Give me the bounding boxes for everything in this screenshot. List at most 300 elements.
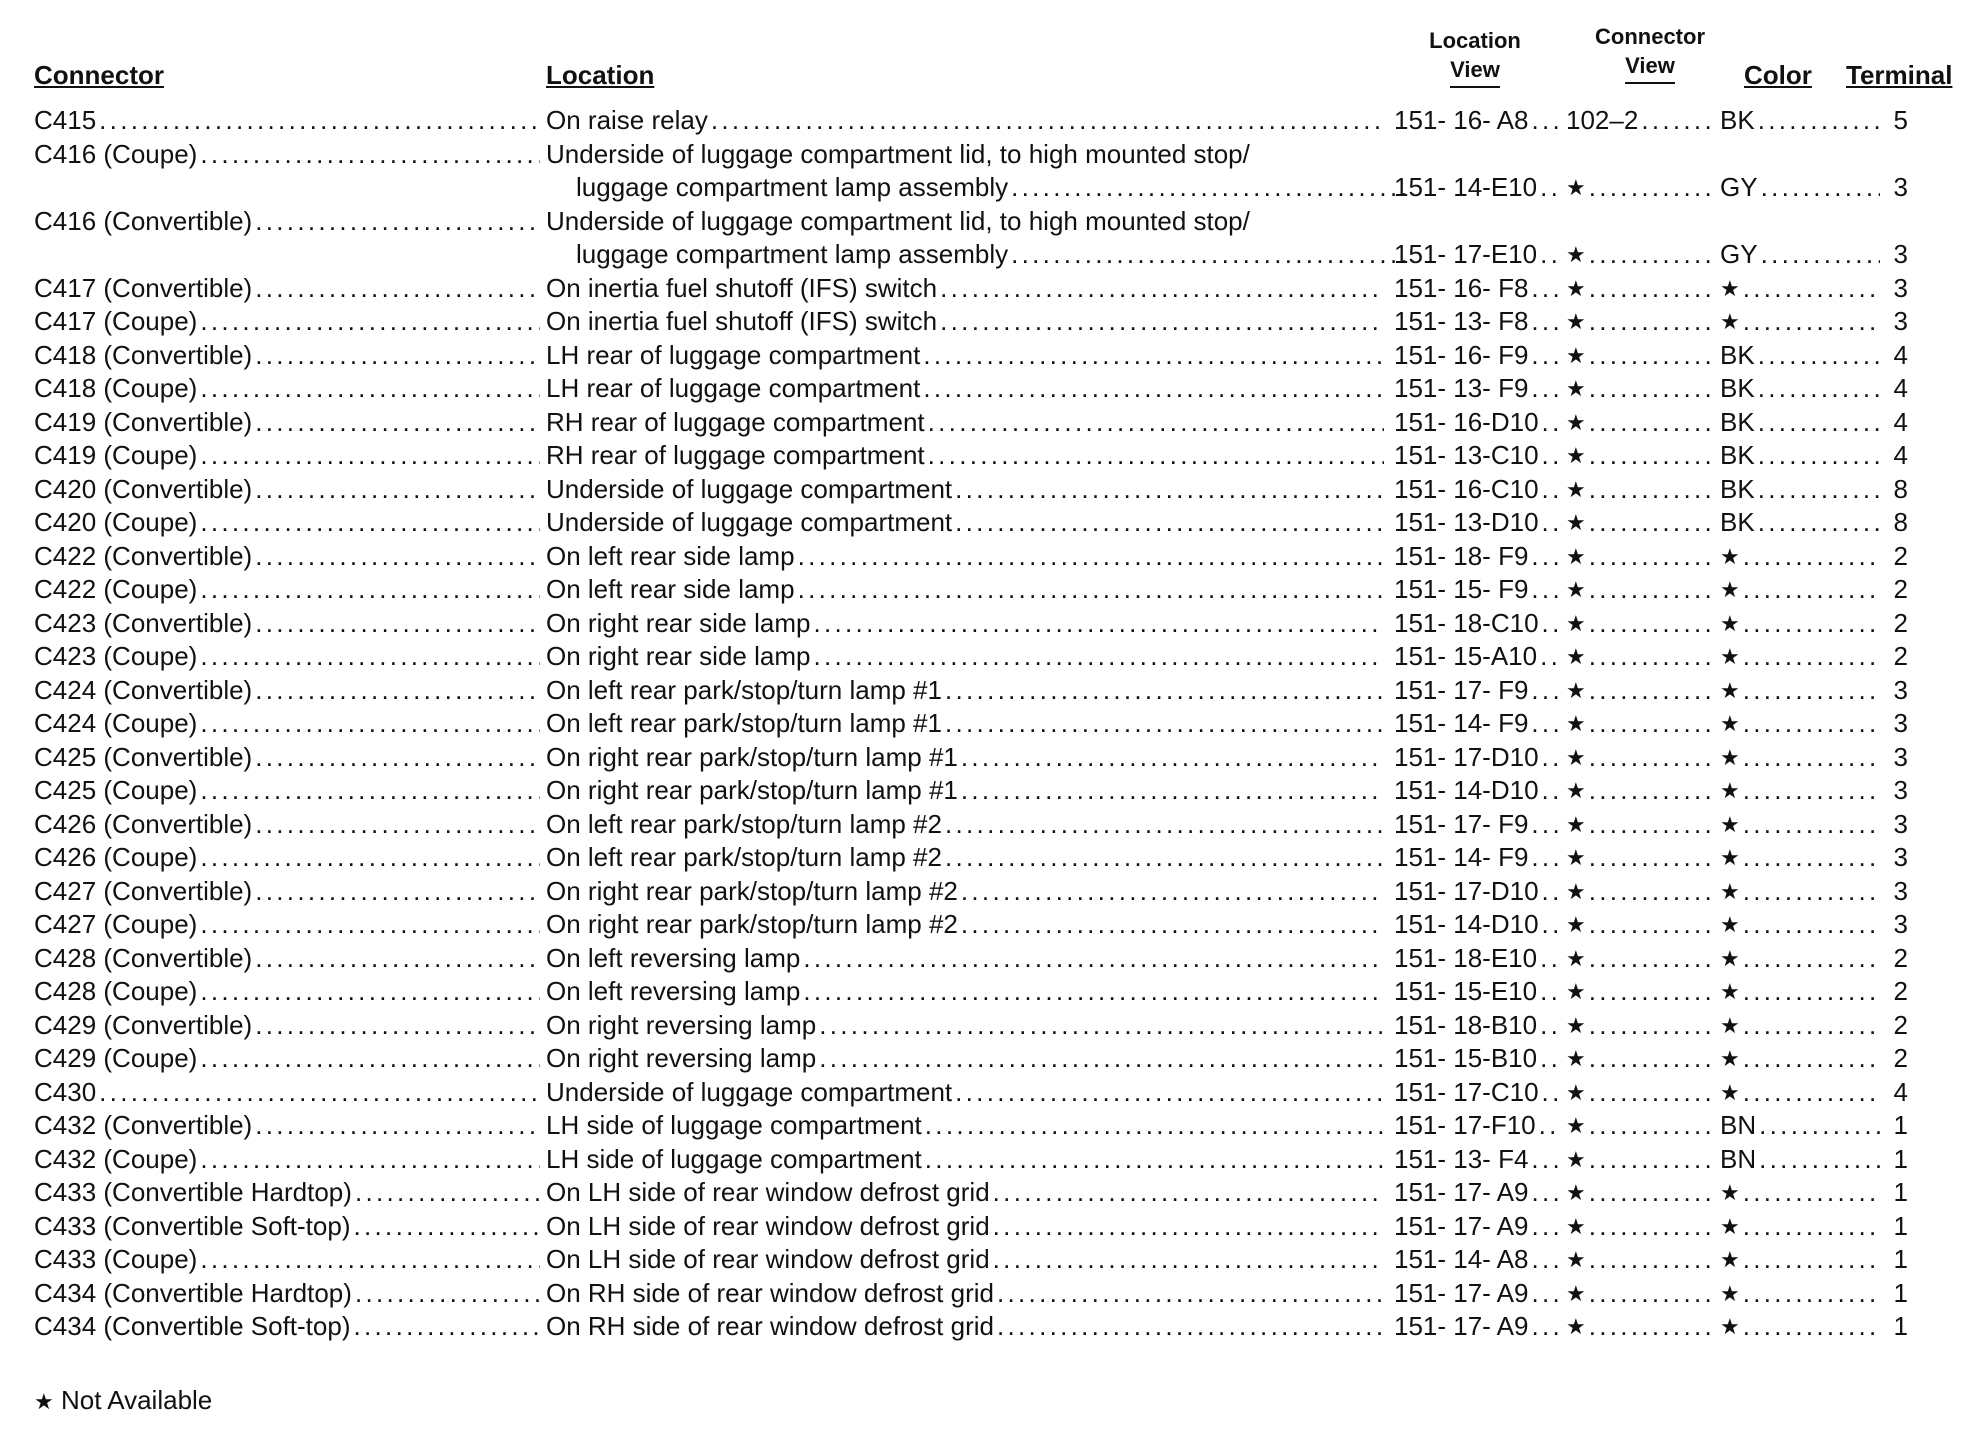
location-view-cell-text: 151- 16- F9 <box>1394 339 1529 370</box>
dot-leader <box>1586 607 1716 640</box>
color-cell-text: ★ <box>1720 744 1740 770</box>
terminal-cell: 3 <box>1893 708 1908 738</box>
table-row <box>0 272 1984 305</box>
connector-cell-text: C423 (Convertible) <box>34 607 253 638</box>
location-cell-text: On LH side of rear window defrost grid <box>546 1244 990 1274</box>
connector-cell-text: C432 (Coupe) <box>34 1143 198 1174</box>
dot-leader <box>1528 272 1560 305</box>
connector-view-cell-text: ★ <box>1566 945 1586 971</box>
connector-cell <box>34 104 540 137</box>
connector-view-cell-text: ★ <box>1566 543 1586 569</box>
dot-leader <box>816 1042 1384 1075</box>
color-cell-text: ★ <box>1720 543 1740 569</box>
connector-cell <box>34 205 540 238</box>
location-cell-text: On left rear side lamp <box>546 540 795 571</box>
table-row <box>0 138 1984 171</box>
connector-cell-text: C426 (Convertible) <box>34 808 253 839</box>
connector-view-cell-text: ★ <box>1566 476 1586 502</box>
connector-cell-text: C423 (Coupe) <box>34 641 198 671</box>
color-cell <box>1720 1009 1880 1042</box>
dot-leader <box>252 741 540 774</box>
color-cell-text: ★ <box>1720 1079 1740 1105</box>
connector-view-cell-text: ★ <box>1566 1113 1586 1138</box>
location-cell-text: On right reversing lamp <box>546 1009 817 1040</box>
dot-leader <box>1539 875 1560 908</box>
dot-leader <box>252 875 540 908</box>
dot-leader <box>1586 573 1716 606</box>
location-view-cell-text: 151- 17-C10 <box>1394 1076 1539 1107</box>
table-row-continuation <box>0 171 1984 204</box>
connector-view-cell-text: ★ <box>1566 1180 1586 1205</box>
terminal-cell: 4 <box>1893 440 1908 470</box>
dot-leader <box>1756 1143 1880 1176</box>
dot-leader <box>1740 942 1880 975</box>
connector-cell <box>34 372 540 405</box>
dot-leader <box>958 908 1384 941</box>
table-row <box>0 305 1984 338</box>
color-cell-text: ★ <box>1720 644 1740 669</box>
location-cell-text: Underside of luggage compartment <box>546 507 953 537</box>
location-view-cell-text: 151- 16- A8 <box>1394 105 1529 135</box>
table-row <box>0 1076 1984 1109</box>
dot-leader <box>816 1009 1384 1042</box>
location-view-cell-text: 151- 18-C10 <box>1394 607 1539 638</box>
location-view-cell <box>1394 1009 1560 1042</box>
connector-cell <box>34 1109 540 1142</box>
location-cell <box>546 1176 1384 1209</box>
dot-leader <box>197 1042 540 1075</box>
location-cell <box>546 841 1384 874</box>
dot-leader <box>952 473 1384 506</box>
connector-view-cell <box>1566 406 1716 439</box>
location-view-cell-text: 151- 17-F10 <box>1394 1110 1536 1140</box>
connector-cell-text: C427 (Coupe) <box>34 909 198 939</box>
connector-cell-text: C432 (Convertible) <box>34 1110 253 1140</box>
location-cell <box>546 1210 1384 1243</box>
dot-leader <box>920 339 1384 372</box>
location-view-cell-text: 151- 13- F9 <box>1394 373 1529 403</box>
location-view-cell <box>1394 875 1560 908</box>
dot-leader <box>1740 1176 1880 1209</box>
dot-leader <box>1755 506 1880 539</box>
connector-view-cell <box>1566 1243 1716 1276</box>
terminal-cell: 2 <box>1893 942 1908 973</box>
dot-leader <box>1539 473 1560 506</box>
connector-cell <box>34 1210 540 1243</box>
dot-leader <box>1586 238 1716 271</box>
dot-leader <box>1528 674 1560 707</box>
connector-view-cell-text: ★ <box>1566 1314 1586 1339</box>
dot-leader <box>1528 841 1560 874</box>
dot-leader <box>1740 640 1880 673</box>
color-cell <box>1720 473 1880 506</box>
dot-leader <box>252 607 540 640</box>
connector-view-cell <box>1566 372 1716 405</box>
location-cell-text: On inertia fuel shutoff (IFS) switch <box>546 306 938 336</box>
dot-leader <box>990 1243 1384 1276</box>
dot-leader <box>1528 1310 1560 1343</box>
header-location-view-line1: Location <box>1429 28 1521 53</box>
dot-leader <box>952 1076 1384 1109</box>
dot-leader <box>252 1109 540 1142</box>
table-row <box>0 1009 1984 1042</box>
location-cell <box>546 439 1384 472</box>
dot-leader <box>197 1143 540 1176</box>
location-view-cell-text: 151- 15- F9 <box>1394 574 1529 604</box>
dot-leader <box>1528 1277 1560 1310</box>
dot-leader <box>1756 1109 1880 1142</box>
color-cell <box>1720 1310 1880 1343</box>
location-view-cell <box>1394 406 1560 439</box>
dot-leader <box>937 272 1384 305</box>
connector-view-cell-text: ★ <box>1566 443 1586 468</box>
dot-leader <box>1755 473 1880 506</box>
dot-leader <box>1539 741 1560 774</box>
connector-view-cell-text: ★ <box>1566 242 1586 267</box>
table-row <box>0 104 1984 137</box>
location-view-cell-text: 151- 14- A8 <box>1394 1244 1529 1274</box>
table-row <box>0 406 1984 439</box>
connector-view-cell <box>1566 104 1716 137</box>
dot-leader <box>800 942 1384 975</box>
color-cell <box>1720 339 1880 372</box>
color-cell-text: BK <box>1720 105 1755 135</box>
dot-leader <box>1586 272 1716 305</box>
dot-leader <box>1586 774 1716 807</box>
location-cell <box>546 573 1384 606</box>
location-view-cell <box>1394 1109 1560 1142</box>
header-location: Location <box>546 60 655 90</box>
connector-view-cell-text: ★ <box>1566 1213 1586 1239</box>
location-view-cell-text: 151- 17- F9 <box>1394 674 1529 705</box>
connector-cell-text: C415 <box>34 105 97 135</box>
color-cell-text: ★ <box>1720 577 1740 602</box>
table-row <box>0 942 1984 975</box>
location-cell <box>546 607 1384 640</box>
table-row <box>0 439 1984 472</box>
dot-leader <box>1536 1109 1560 1142</box>
dot-leader <box>810 640 1384 673</box>
location-cell <box>546 104 1384 137</box>
color-cell <box>1720 1176 1880 1209</box>
dot-leader <box>958 774 1384 807</box>
dot-leader <box>1586 707 1716 740</box>
dot-leader <box>197 841 540 874</box>
location-view-cell-text: 151- 18-B10 <box>1394 1009 1538 1040</box>
connector-cell-text: C420 (Convertible) <box>34 473 253 504</box>
connector-view-cell <box>1566 1076 1716 1109</box>
terminal-cell: 1 <box>1893 1143 1908 1174</box>
dot-leader <box>1586 540 1716 573</box>
connector-cell-text: C424 (Coupe) <box>34 708 198 738</box>
dot-leader <box>197 305 540 338</box>
dot-leader <box>1528 1243 1560 1276</box>
color-cell-text: ★ <box>1720 309 1740 334</box>
dot-leader <box>1539 774 1560 807</box>
dot-leader <box>1539 506 1560 539</box>
location-cell-text: On left reversing lamp <box>546 976 801 1006</box>
color-cell-text: ★ <box>1720 1012 1740 1038</box>
dot-leader <box>252 272 540 305</box>
dot-leader <box>925 406 1384 439</box>
connector-cell <box>34 1076 540 1109</box>
dot-leader <box>1586 1042 1716 1075</box>
connector-cell-text: C425 (Convertible) <box>34 741 253 772</box>
color-cell-text: BN <box>1720 1143 1757 1174</box>
dot-leader <box>1740 272 1880 305</box>
dot-leader <box>994 1310 1384 1343</box>
table-row <box>0 875 1984 908</box>
connector-view-cell <box>1566 305 1716 338</box>
connector-view-cell <box>1566 238 1716 271</box>
dot-leader <box>252 339 540 372</box>
dot-leader <box>1740 808 1880 841</box>
color-cell-text: BK <box>1720 406 1755 437</box>
header-terminal: Terminal <box>1846 60 1953 90</box>
connector-view-cell-text: ★ <box>1566 175 1586 200</box>
terminal-cell: 3 <box>1893 239 1908 269</box>
color-cell <box>1720 506 1880 539</box>
color-cell <box>1720 1042 1880 1075</box>
dot-leader <box>1586 1243 1716 1276</box>
dot-leader <box>1528 707 1560 740</box>
table-row <box>0 674 1984 707</box>
connector-cell <box>34 875 540 908</box>
color-cell <box>1720 238 1880 271</box>
color-cell-text: ★ <box>1720 275 1740 301</box>
location-cell <box>546 473 1384 506</box>
connector-view-cell-text: ★ <box>1566 1012 1586 1038</box>
dot-leader <box>942 707 1384 740</box>
connector-cell-text: C434 (Convertible Soft-top) <box>34 1311 351 1341</box>
connector-view-cell <box>1566 339 1716 372</box>
dot-leader <box>252 808 540 841</box>
dot-leader <box>1528 1176 1560 1209</box>
connector-view-cell <box>1566 506 1716 539</box>
dot-leader <box>1740 540 1880 573</box>
connector-cell <box>34 506 540 539</box>
dot-leader <box>1755 372 1880 405</box>
dot-leader <box>1528 573 1560 606</box>
connector-cell <box>34 473 540 506</box>
connector-view-cell-text: ★ <box>1566 1280 1586 1306</box>
dot-leader <box>810 607 1384 640</box>
connector-view-cell-text: ★ <box>1566 677 1586 703</box>
dot-leader <box>1528 540 1560 573</box>
color-cell <box>1720 104 1880 137</box>
location-view-cell <box>1394 1310 1560 1343</box>
location-view-cell <box>1394 1143 1560 1176</box>
dot-leader <box>1586 171 1716 204</box>
header-connector-view <box>1575 22 1725 84</box>
connector-view-cell <box>1566 1310 1716 1343</box>
location-view-cell <box>1394 640 1560 673</box>
terminal-cell: 1 <box>1893 1210 1908 1241</box>
connector-cell <box>34 439 540 472</box>
terminal-cell: 5 <box>1893 105 1908 135</box>
dot-leader <box>1537 238 1560 271</box>
location-view-cell <box>1394 774 1560 807</box>
color-cell <box>1720 707 1880 740</box>
dot-leader <box>96 104 540 137</box>
connector-cell <box>34 540 540 573</box>
dot-leader <box>990 1176 1384 1209</box>
header-color: Color <box>1744 60 1812 90</box>
location-cell <box>546 272 1384 305</box>
location-cell-text: On left rear park/stop/turn lamp #2 <box>546 842 942 872</box>
dot-leader <box>1740 741 1880 774</box>
location-view-cell <box>1394 707 1560 740</box>
dot-leader <box>252 473 540 506</box>
connector-cell-text: C433 (Convertible Soft-top) <box>34 1210 351 1241</box>
dot-leader <box>1008 171 1414 204</box>
color-cell-text: BK <box>1720 507 1755 537</box>
location-cell-text: LH rear of luggage compartment <box>546 373 921 403</box>
dot-leader <box>1586 439 1716 472</box>
location-cell-text: On left reversing lamp <box>546 942 801 973</box>
location-cell <box>546 171 1414 204</box>
color-cell-text: ★ <box>1720 1046 1740 1071</box>
connector-cell <box>34 1277 540 1310</box>
dot-leader <box>1740 1277 1880 1310</box>
connector-view-cell <box>1566 674 1716 707</box>
connector-view-cell <box>1566 707 1716 740</box>
dot-leader <box>1758 238 1880 271</box>
dot-leader <box>1586 1109 1716 1142</box>
color-cell <box>1720 272 1880 305</box>
dot-leader <box>1740 1042 1880 1075</box>
dot-leader <box>1537 975 1560 1008</box>
location-view-cell-text: 151- 15-A10 <box>1394 641 1538 671</box>
connector-view-cell-text: ★ <box>1566 342 1586 368</box>
location-cell-text: On right reversing lamp <box>546 1043 817 1073</box>
dot-leader <box>197 640 540 673</box>
header-connector-view-line1: Connector <box>1595 24 1705 49</box>
color-cell <box>1720 741 1880 774</box>
terminal-cell: 8 <box>1893 473 1908 504</box>
table-row <box>0 607 1984 640</box>
connector-cell <box>34 1310 540 1343</box>
color-cell-text: ★ <box>1720 1180 1740 1205</box>
connector-view-cell-text: ★ <box>1566 376 1586 401</box>
color-cell-text: ★ <box>1720 1314 1740 1339</box>
location-view-cell-text: 151- 16-D10 <box>1394 406 1539 437</box>
connector-cell <box>34 1009 540 1042</box>
location-cell <box>546 908 1384 941</box>
dot-leader <box>1586 1210 1716 1243</box>
location-view-cell-text: 151- 13-D10 <box>1394 507 1539 537</box>
connector-view-cell <box>1566 540 1716 573</box>
location-view-cell <box>1394 908 1560 941</box>
table-row <box>0 640 1984 673</box>
location-cell <box>546 674 1384 707</box>
connector-view-cell <box>1566 1009 1716 1042</box>
dot-leader <box>1537 171 1560 204</box>
connector-view-cell <box>1566 841 1716 874</box>
color-cell <box>1720 808 1880 841</box>
dot-leader <box>1539 1076 1560 1109</box>
dot-leader <box>350 1310 540 1343</box>
dot-leader <box>1586 1277 1716 1310</box>
terminal-cell: 3 <box>1893 875 1908 906</box>
connector-cell-text: C433 (Convertible Hardtop) <box>34 1177 352 1207</box>
dot-leader <box>1537 640 1560 673</box>
dot-leader <box>1586 875 1716 908</box>
dot-leader <box>1740 1009 1880 1042</box>
dot-leader <box>197 573 540 606</box>
dot-leader <box>1586 674 1716 707</box>
location-cell-text: On LH side of rear window defrost grid <box>546 1210 990 1241</box>
dot-leader <box>795 573 1384 606</box>
color-cell-text: GY <box>1720 239 1758 269</box>
terminal-cell: 3 <box>1893 306 1908 336</box>
location-cell <box>546 305 1384 338</box>
location-cell-text: luggage compartment lamp assembly <box>576 239 1009 269</box>
color-cell <box>1720 305 1880 338</box>
dot-leader <box>1528 1210 1560 1243</box>
location-view-cell-text: 151- 14-E10 <box>1394 172 1538 202</box>
location-cell-text: On raise relay <box>546 105 708 135</box>
footnote-text: Not Available <box>60 1385 213 1415</box>
connector-cell <box>34 841 540 874</box>
header-location-view-line2: View <box>1450 55 1500 88</box>
location-view-cell-text: 151- 14- F9 <box>1394 842 1529 872</box>
connector-cell <box>34 707 540 740</box>
dot-leader <box>1740 875 1880 908</box>
location-view-cell <box>1394 942 1560 975</box>
connector-view-cell-text: ★ <box>1566 744 1586 770</box>
location-view-cell-text: 151- 17-D10 <box>1394 741 1539 772</box>
location-cell <box>546 707 1384 740</box>
dot-leader <box>1537 1042 1560 1075</box>
connector-view-cell <box>1566 1176 1716 1209</box>
color-cell-text: ★ <box>1720 912 1740 937</box>
dot-leader <box>1740 674 1880 707</box>
color-cell <box>1720 1076 1880 1109</box>
connector-view-cell <box>1566 875 1716 908</box>
dot-leader <box>1740 1210 1880 1243</box>
dot-leader <box>1586 640 1716 673</box>
connector-cell-text: C429 (Convertible) <box>34 1009 253 1040</box>
color-cell <box>1720 908 1880 941</box>
dot-leader <box>922 1143 1384 1176</box>
location-view-cell <box>1394 1176 1560 1209</box>
dot-leader <box>1740 908 1880 941</box>
location-view-cell <box>1394 171 1560 204</box>
terminal-cell: 3 <box>1893 775 1908 805</box>
color-cell <box>1720 674 1880 707</box>
dot-leader <box>920 372 1384 405</box>
dot-leader <box>1008 238 1414 271</box>
location-cell <box>546 1109 1384 1142</box>
dot-leader <box>1740 975 1880 1008</box>
dot-leader <box>1758 171 1880 204</box>
terminal-cell: 3 <box>1893 172 1908 202</box>
dot-leader <box>994 1277 1384 1310</box>
location-cell <box>546 741 1384 774</box>
color-cell <box>1720 406 1880 439</box>
location-cell-text: On inertia fuel shutoff (IFS) switch <box>546 272 938 303</box>
color-cell-text: ★ <box>1720 979 1740 1004</box>
connector-cell-text: C420 (Coupe) <box>34 507 198 537</box>
connector-cell-text: C418 (Coupe) <box>34 373 198 403</box>
terminal-cell: 3 <box>1893 674 1908 705</box>
location-cell <box>546 1310 1384 1343</box>
connector-cell-text: C429 (Coupe) <box>34 1043 198 1073</box>
dot-leader <box>352 1277 540 1310</box>
dot-leader <box>197 707 540 740</box>
location-cell <box>546 640 1384 673</box>
